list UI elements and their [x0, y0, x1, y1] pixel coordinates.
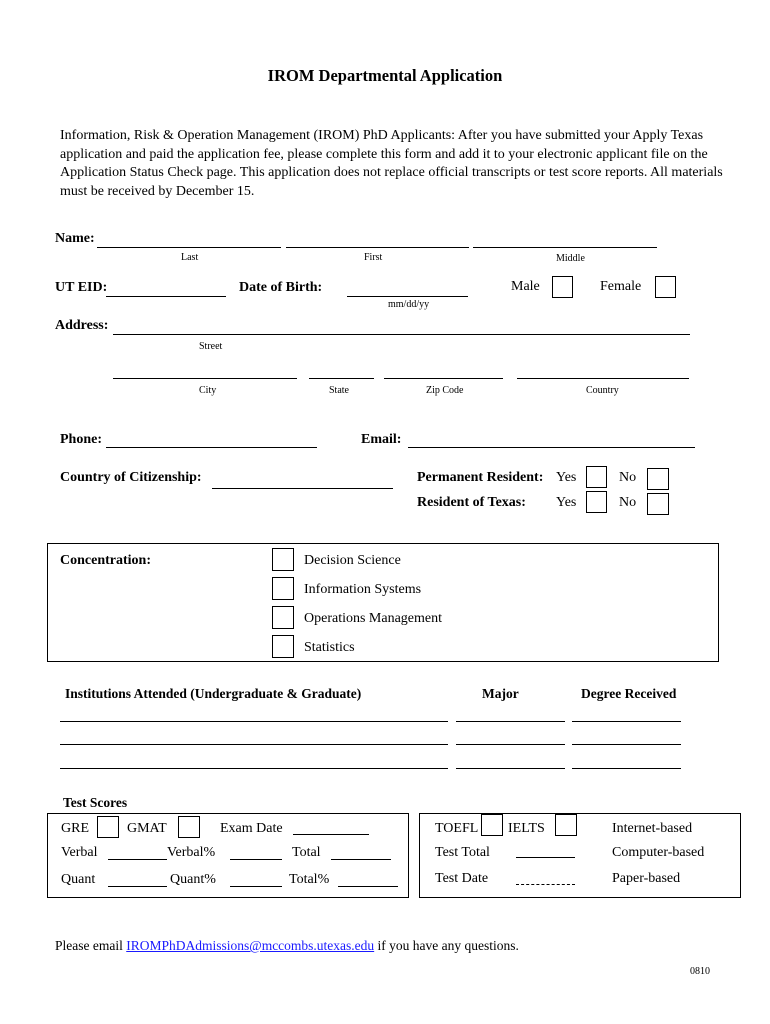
footer-note — [55, 938, 519, 954]
quant-pct-field[interactable] — [230, 886, 282, 887]
name-first-field[interactable] — [286, 247, 469, 248]
texas-no-label: No — [619, 495, 637, 510]
state-caption: State — [329, 385, 349, 396]
texas-yes-checkbox[interactable] — [586, 491, 607, 513]
city-caption: City — [199, 385, 217, 396]
phone-label: Phone: — [60, 432, 102, 447]
verbal-label: Verbal — [61, 845, 98, 860]
street-caption: Street — [199, 341, 223, 352]
computer-based-label: Computer-based — [612, 845, 705, 860]
test-scores-label: Test Scores — [63, 795, 128, 810]
total-pct-field[interactable] — [338, 886, 398, 887]
statistics-checkbox[interactable] — [272, 635, 294, 658]
decision-science-label: Decision Science — [304, 553, 401, 568]
test-date-label: Test Date — [435, 871, 489, 886]
female-label: Female — [600, 279, 642, 294]
texas-resident-label: Resident of Texas: — [417, 495, 526, 510]
dob-field[interactable] — [347, 296, 468, 297]
citizenship-field[interactable] — [212, 488, 393, 489]
page-title: IROM Departmental Application — [267, 66, 503, 85]
form-code: 0810 — [690, 966, 710, 977]
texas-yes-label: Yes — [556, 495, 577, 510]
quant-label: Quant — [61, 872, 96, 887]
perm-no-checkbox[interactable] — [647, 468, 669, 490]
major-field[interactable] — [456, 721, 565, 722]
verbal-field[interactable] — [108, 859, 167, 860]
gmat-checkbox[interactable] — [178, 816, 200, 838]
name-last-field[interactable] — [97, 247, 281, 248]
citizenship-label: Country of Citizenship: — [60, 470, 202, 485]
operations-management-label: Operations Management — [304, 611, 443, 626]
degree-header: Degree Received — [581, 686, 677, 701]
information-systems-checkbox[interactable] — [272, 577, 294, 600]
test-date-field[interactable] — [516, 884, 575, 885]
internet-based-label: Internet-based — [612, 821, 693, 836]
institution-field[interactable] — [60, 744, 448, 745]
statistics-label: Statistics — [304, 640, 355, 655]
email-label: Email: — [361, 432, 402, 447]
name-middle-field[interactable] — [473, 247, 657, 248]
male-checkbox[interactable] — [552, 276, 573, 298]
name-last-caption: Last — [181, 252, 199, 263]
email-field[interactable] — [408, 447, 695, 448]
gre-label: GRE — [61, 821, 89, 836]
permanent-resident-label: Permanent Resident: — [417, 470, 544, 485]
major-field[interactable] — [456, 744, 565, 745]
address-city-field[interactable] — [113, 378, 297, 379]
address-street-field[interactable] — [113, 334, 690, 335]
total-field[interactable] — [331, 859, 391, 860]
address-zip-field[interactable] — [384, 378, 503, 379]
admissions-email-link[interactable]: IROMPhDAdmissions@mccombs.utexas.edu — [126, 938, 375, 953]
paper-based-label: Paper-based — [612, 871, 681, 886]
degree-field[interactable] — [572, 768, 681, 769]
phone-field[interactable] — [106, 447, 317, 448]
exam-date-field[interactable] — [293, 834, 369, 835]
gmat-label: GMAT — [127, 821, 167, 836]
address-country-field[interactable] — [517, 378, 689, 379]
toefl-checkbox[interactable] — [481, 814, 503, 836]
degree-field[interactable] — [572, 744, 681, 745]
total-label: Total — [292, 845, 321, 860]
name-first-caption: First — [364, 252, 383, 263]
texas-no-checkbox[interactable] — [647, 493, 669, 515]
test-total-field[interactable] — [516, 857, 575, 858]
name-label: Name: — [55, 231, 95, 246]
toefl-label: TOEFL — [435, 821, 479, 836]
operations-management-checkbox[interactable] — [272, 606, 294, 629]
information-systems-label: Information Systems — [304, 582, 422, 597]
dob-format-caption: mm/dd/yy — [388, 299, 430, 310]
dob-label: Date of Birth: — [239, 280, 323, 295]
quant-pct-label: Quant% — [170, 872, 216, 887]
test-total-label: Test Total — [435, 845, 490, 860]
ielts-checkbox[interactable] — [555, 814, 577, 836]
institution-field[interactable] — [60, 768, 448, 769]
total-pct-label: Total% — [289, 872, 330, 887]
major-field[interactable] — [456, 768, 565, 769]
footer-text-after: if you have any questions. — [374, 938, 519, 953]
perm-yes-checkbox[interactable] — [586, 466, 607, 488]
perm-yes-label: Yes — [556, 470, 577, 485]
uteid-field[interactable] — [106, 296, 226, 297]
address-state-field[interactable] — [309, 378, 374, 379]
exam-date-label: Exam Date — [220, 821, 283, 836]
concentration-label: Concentration: — [60, 553, 151, 568]
institution-field[interactable] — [60, 721, 448, 722]
country-caption: Country — [586, 385, 619, 396]
zip-caption: Zip Code — [426, 385, 464, 396]
name-middle-caption: Middle — [556, 253, 585, 264]
decision-science-checkbox[interactable] — [272, 548, 294, 571]
gre-checkbox[interactable] — [97, 816, 119, 838]
intro-paragraph: Information, Risk & Operation Management (IROM) PhD Applicants: After you have submitted your Apply Texas application and paid the application fee, please complete this form and add it to your electronic applicant file on the Application Status Check page. This application does not replace official transcripts or test score reports. All materials must be received by December 15. — [60, 128, 723, 199]
ielts-label: IELTS — [508, 821, 545, 836]
perm-no-label: No — [619, 470, 637, 485]
male-label: Male — [511, 279, 540, 294]
major-header: Major — [482, 686, 519, 701]
verbal-pct-field[interactable] — [230, 859, 282, 860]
address-label: Address: — [55, 318, 109, 333]
female-checkbox[interactable] — [655, 276, 676, 298]
uteid-label: UT EID: — [55, 280, 108, 295]
footer-text-before: Please email — [55, 938, 127, 953]
institutions-header: Institutions Attended (Undergraduate & Graduate) — [65, 686, 362, 701]
quant-field[interactable] — [108, 886, 167, 887]
degree-field[interactable] — [572, 721, 681, 722]
verbal-pct-label: Verbal% — [167, 845, 216, 860]
